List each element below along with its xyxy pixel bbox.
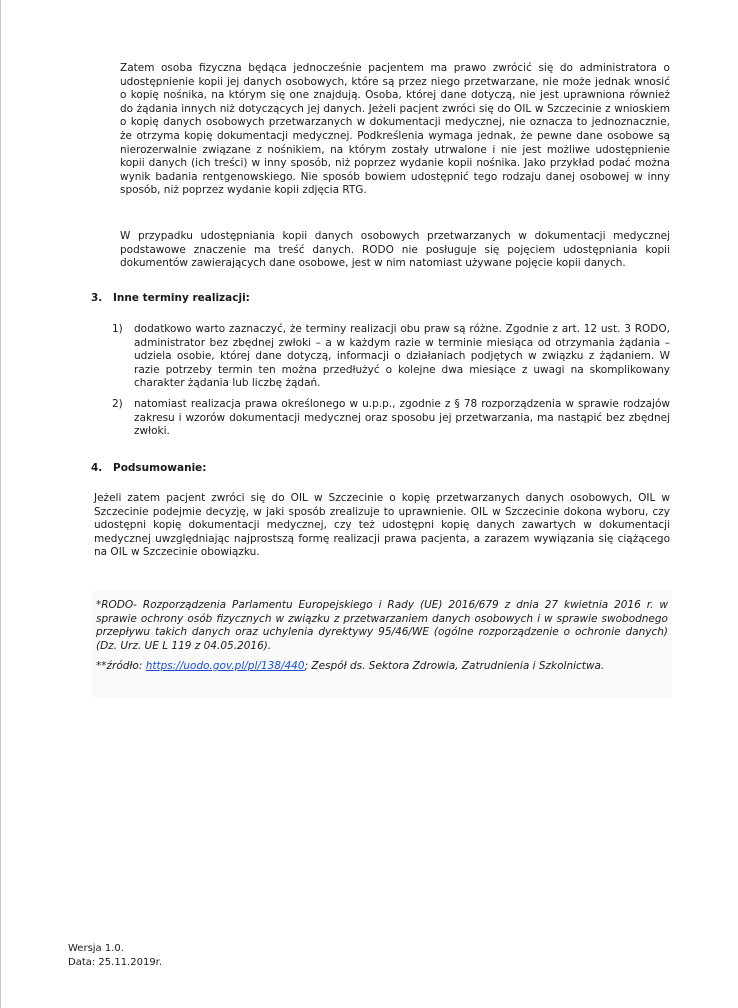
list-item-number: 1): [112, 323, 123, 335]
footnote-source-prefix: **źródło:: [96, 660, 146, 672]
section-heading-4: [91, 461, 207, 475]
section-title: Podsumowanie:: [113, 462, 207, 474]
list-item-text: dodatkowo warto zaznaczyć, że terminy realizacji obu praw są różne. Zgodnie z art. 12 ust. 3 RODO, administrator bez zbędnej zwłoki – a w każdym razie w terminie miesiąca od otrzymania żądania – udziela osobie, której dane dotyczą, informacji o działaniach podjętych w związku z żądaniem. W razie potrzeby termin ten można przedłużyć o kolejne dwa miesiące z uwagi na skomplikowany charakter żądania lub liczbę żądań.: [134, 323, 670, 390]
page-edge-line: [0, 0, 1, 1008]
date-label: Data: 25.11.2019r.: [68, 957, 163, 968]
paragraph-copy-of-data: Zatem osoba fizyczna będąca jednocześnie pacjentem ma prawo zwrócić się do administratora o udostępnienie kopii jej danych osobowych, które są przez niego przetwarzane, nie może jednak wnosić o kopię nośnika, na którym się one znajdują. Osoba, której dane dotyczą, nie jest uprawniona również do żądania innych niż dotyczących jej danych. Jeżeli pacjent zwróci się do OIL w Szczecinie z wnioskiem o kopię danych osobowych przetwarzanych w dokumentacji medycznej, nie oznacza to jednoznacznie, że otrzyma kopię dokumentacji medycznej. Podkreślenia wymaga jednak, że pewne dane osobowe są nierozerwalnie związane z nośnikiem, na którym zostały utrwalone i nie jest możliwe udostępnienie kopii danych (ich treści) w inny sposób, niż poprzez wydanie kopii nośnika. Jako przykład podać można wynik badania rentgenowskiego. Nie sposób bowiem udostępnić tego rodzaju danej osobowej w inny sposób, niż poprzez wydanie kopii zdjęcia RTG.: [120, 62, 670, 197]
list-item-text: natomiast realizacja prawa określonego w u.p.p., zgodnie z § 78 rozporządzenia w sprawie rodzajów zakresu i wzorów dokumentacji medycznej oraz sposobu jej przetwarzania, ma nastąpić bez zbędnej zwłoki.: [134, 398, 670, 438]
list-item-number: 2): [112, 398, 123, 410]
footnotes-block: [92, 591, 672, 697]
version-label: Wersja 1.0.: [68, 943, 124, 954]
paragraph-copy-content: W przypadku udostępniania kopii danych osobowych przetwarzanych w dokumentacji medycznej podstawowe znaczenie ma treść danych. RODO nie posługuje się pojęciem udostępniania kopii dokumentów zawierających dane osobowe, jest w nim natomiast używane pojęcie kopii danych.: [120, 230, 670, 270]
footnote-source-suffix: ; Zespół ds. Sektora Zdrowia, Zatrudnienia i Szkolnictwa.: [304, 660, 605, 672]
footnote-rodo: *RODO- Rozporządzenia Parlamentu Europejskiego i Rady (UE) 2016/679 z dnia 27 kwietnia 2016 r. w sprawie ochrony osób fizycznych w związku z przetwarzaniem danych osobowych i w sprawie swobodnego przepływu takich danych oraz uchylenia dyrektywy 95/46/WE (ogólne rozporządzenie o ochronie danych) (Dz. Urz. UE L 119 z 04.05.2016).: [96, 599, 668, 652]
paragraph-summary: Jeżeli zatem pacjent zwróci się do OIL w Szczecinie o kopię przetwarzanych danych osobowych, OIL w Szczecinie podejmie decyzję, w jaki sposób zrealizuje to uprawnienie. OIL w Szczecinie dokona wyboru, czy udostępni kopię dokumentacji medycznej, czy też udostępni kopię danych zawartych w dokumentacji medycznej uwzględniając najprostszą formę realizacji prawa pacjenta, a zarazem wywiązania się ciążącego na OIL w Szczecinie obowiązku.: [94, 492, 670, 559]
section-title: Inne terminy realizacji:: [113, 292, 250, 304]
source-link[interactable]: https://uodo.gov.pl/pl/138/440: [145, 660, 305, 672]
section-heading-3: [91, 291, 250, 305]
section-number: 4.: [91, 462, 103, 474]
footnote-source: [96, 660, 668, 674]
section-number: 3.: [91, 292, 103, 304]
